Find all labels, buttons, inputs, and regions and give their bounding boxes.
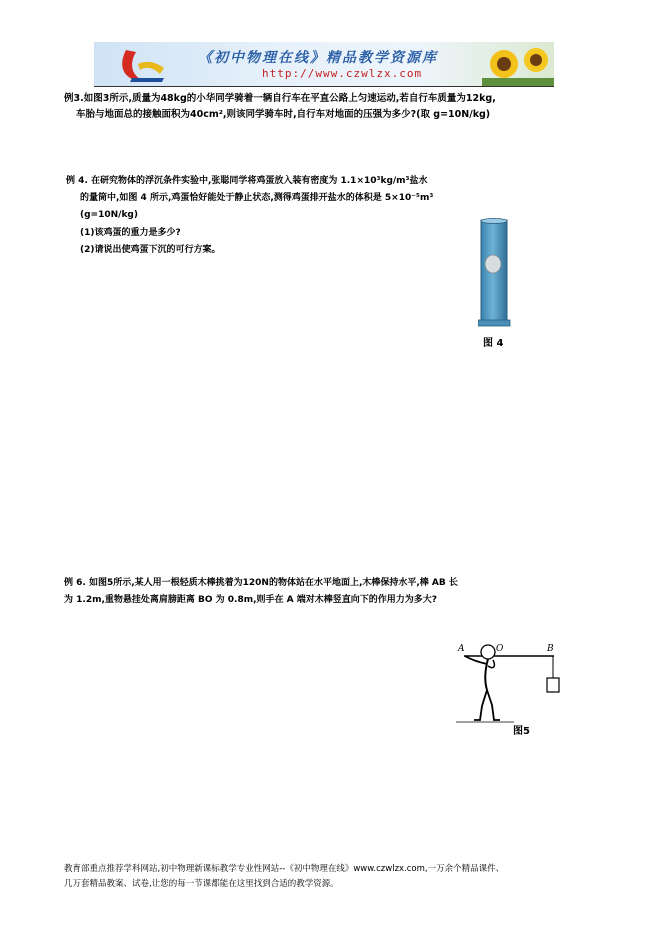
figure4-caption: 图 4 — [483, 338, 504, 349]
ex4-line1: 例 4. 在研究物体的浮沉条件实验中,张聪同学将鸡蛋放入装有密度为 1.1×10³kg/m³盐水 — [66, 176, 428, 186]
site-url[interactable]: http://www.czwlzx.com — [262, 67, 423, 80]
header-banner — [94, 42, 554, 86]
ex6-line2: 为 1.2m,重物悬挂处离肩膀距离 BO 为 0.8m,则手在 A 端对木棒竖直向下的作用力为多大? — [64, 595, 437, 605]
label-o: O — [496, 644, 504, 654]
ex6-line1: 例 6. 如图5所示,某人用一根轻质木棒挑着为120N的物体站在水平地面上,木棒保持水平,棒 AB 长 — [64, 578, 458, 588]
label-a: A — [458, 644, 465, 654]
ex4-line2: 的量筒中,如图 4 所示,鸡蛋恰好能处于静止状态,测得鸡蛋排开盐水的体积是 5×10⁻⁵m³ — [80, 193, 434, 203]
ex4-line3: (g=10N/kg) — [80, 210, 138, 220]
site-logo — [112, 44, 172, 84]
egg-icon — [485, 255, 501, 273]
sunflower-image — [482, 42, 554, 86]
footer-line2: 几万套精品教案、试卷,让您的每一节课都能在这里找到合适的教学资源。 — [64, 879, 339, 889]
weight-box — [547, 678, 559, 692]
figure5-caption: 图5 — [513, 726, 530, 737]
label-b: B — [547, 644, 554, 654]
ex4-question-1: (1)该鸡蛋的重力是多少? — [80, 228, 181, 238]
head-icon — [481, 645, 495, 659]
site-title: 《初中物理在线》精品教学资源库 — [198, 50, 438, 66]
ex3-line1: 例3.如图3所示,质量为48kg的小华同学骑着一辆自行车在平直公路上匀速运动,若自行车质量为12kg, — [64, 93, 496, 104]
footer-line1: 教育部重点推荐学科网站,初中物理新课标教学专业性网站--《初中物理在线》www.czwlzx.com,一万余个精品课件、 — [64, 864, 505, 874]
figure4-cylinder — [478, 218, 512, 328]
header-divider — [94, 86, 554, 87]
ex4-question-2: (2)请说出使鸡蛋下沉的可行方案。 — [80, 245, 221, 255]
ex3-line2: 车胎与地面总的接触面积为40cm²,则该同学骑车时,自行车对地面的压强为多少?(取 g=10N/kg) — [76, 109, 491, 120]
